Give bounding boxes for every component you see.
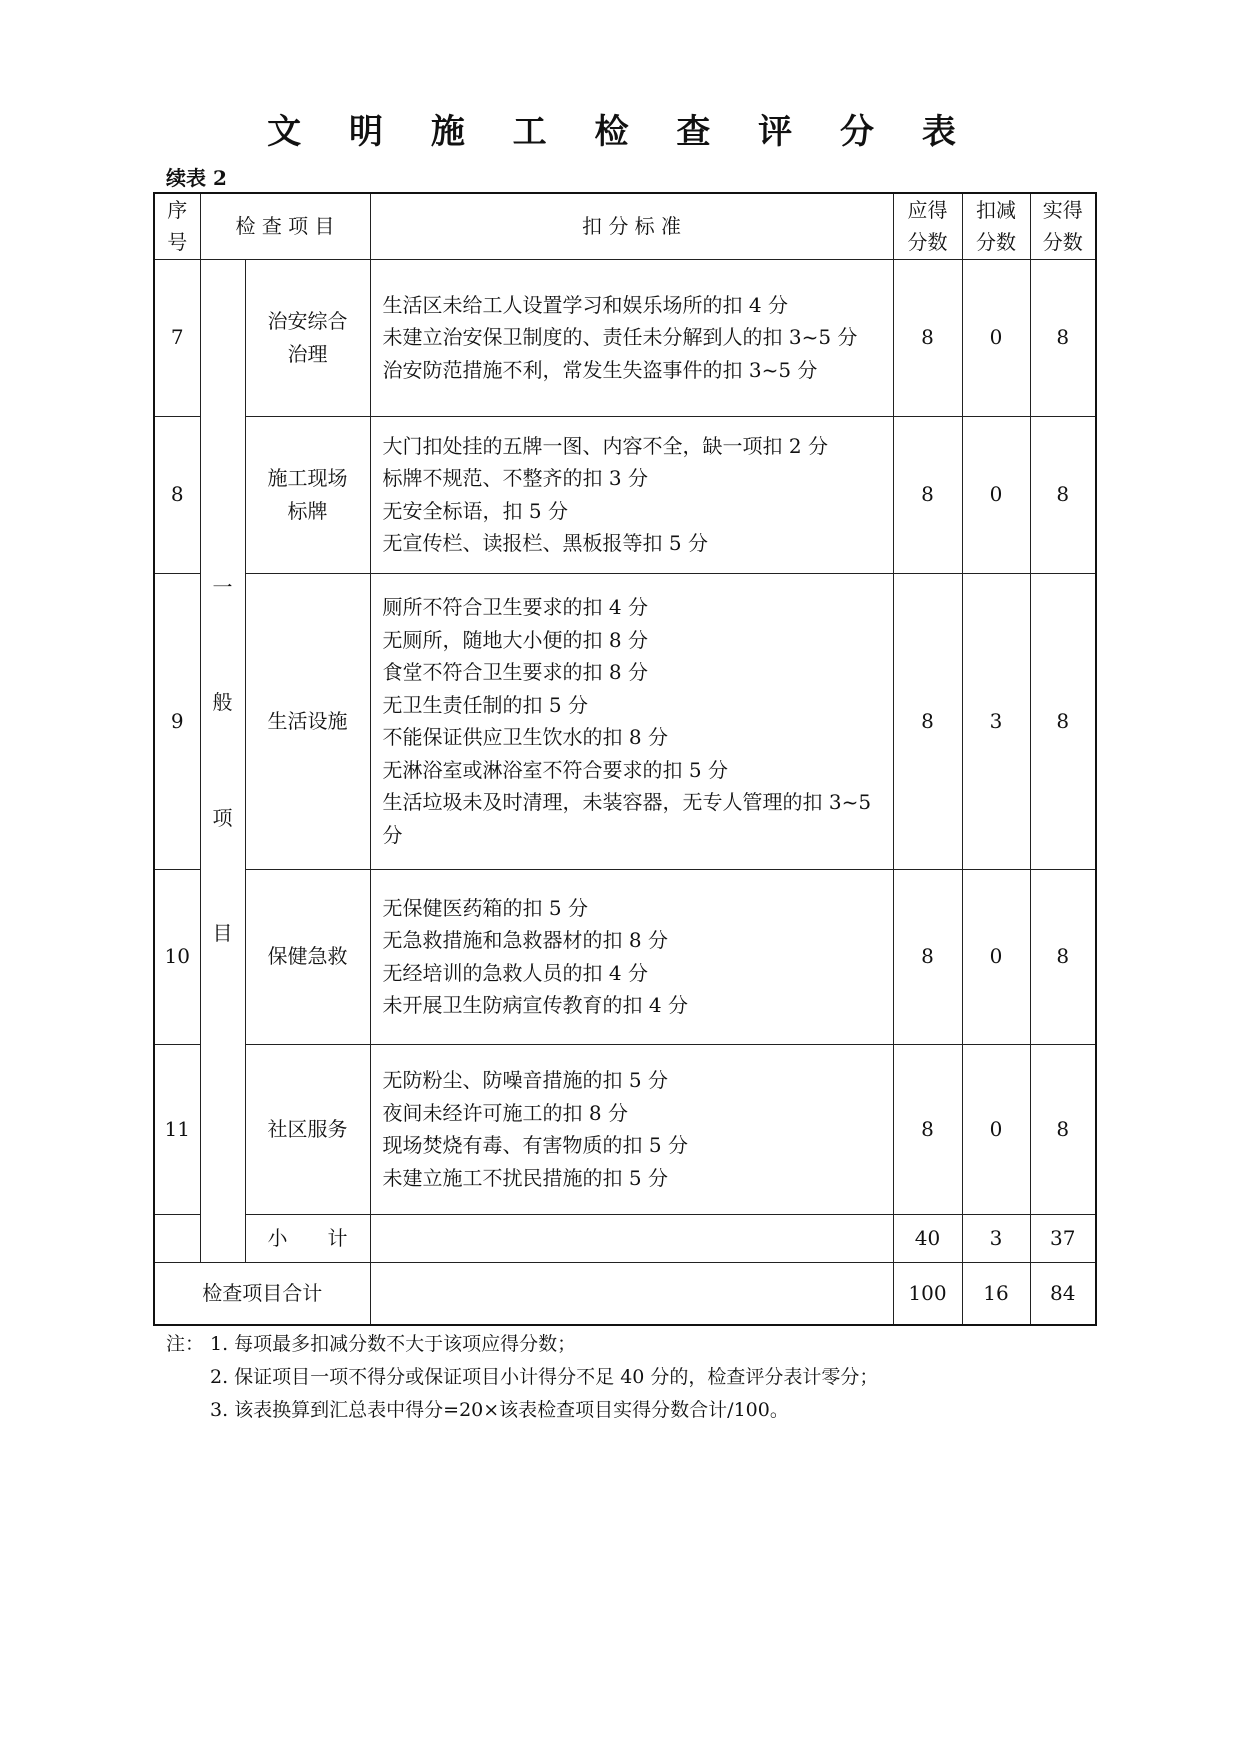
row-deduct: 0 <box>962 869 1030 1044</box>
table-subtitle: 续表 2 <box>166 166 227 190</box>
row-seq: 7 <box>154 259 200 416</box>
subtotal-seq <box>154 1214 200 1262</box>
page-title: 文 明 施 工 检 查 评 分 表 <box>267 112 974 152</box>
total-label: 检查项目合计 <box>154 1262 370 1325</box>
row-seq: 10 <box>154 869 200 1044</box>
note-item <box>166 1328 878 1361</box>
row-actual: 8 <box>1030 869 1096 1044</box>
row-deduct: 0 <box>962 259 1030 416</box>
subtotal-row <box>154 1214 1096 1262</box>
table-row <box>154 1044 1096 1214</box>
row-item: 保健急救 <box>245 869 370 1044</box>
subtotal-due: 40 <box>893 1214 962 1262</box>
note-prefix <box>166 1361 210 1394</box>
note-text: 1. 每项最多扣减分数不大于该项应得分数； <box>210 1333 577 1355</box>
row-due: 8 <box>893 416 962 573</box>
row-deduct: 3 <box>962 573 1030 869</box>
header-due: 应得分数 <box>893 193 962 259</box>
subtotal-criteria <box>370 1214 893 1262</box>
note-text: 2. 保证项目一项不得分或保证项目小计得分不足 40 分的，检查评分表计零分； <box>210 1366 879 1388</box>
row-actual: 8 <box>1030 416 1096 573</box>
row-deduct: 0 <box>962 1044 1030 1214</box>
row-item: 生活设施 <box>245 573 370 869</box>
header-item: 检 查 项 目 <box>200 193 370 259</box>
table-row <box>154 869 1096 1044</box>
note-item <box>166 1394 878 1427</box>
row-due: 8 <box>893 1044 962 1214</box>
row-criteria: 大门扣处挂的五牌一图、内容不全，缺一项扣 2 分 标牌不规范、不整齐的扣 3 分 无安全标语，扣 5 分 无宣传栏、读报栏、黑板报等扣 5 分 <box>370 416 893 573</box>
row-due: 8 <box>893 573 962 869</box>
row-seq: 9 <box>154 573 200 869</box>
row-item: 施工现场标牌 <box>245 416 370 573</box>
note-text: 3. 该表换算到汇总表中得分=20×该表检查项目实得分数合计/100。 <box>210 1399 789 1421</box>
notes <box>166 1328 878 1427</box>
row-deduct: 0 <box>962 416 1030 573</box>
table-row <box>154 573 1096 869</box>
row-criteria: 无保健医药箱的扣 5 分 无急救措施和急救器材的扣 8 分 无经培训的急救人员的扣 4 分 未开展卫生防病宣传教育的扣 4 分 <box>370 869 893 1044</box>
subtotal-deduct: 3 <box>962 1214 1030 1262</box>
header-criteria: 扣 分 标 准 <box>370 193 893 259</box>
row-seq: 11 <box>154 1044 200 1214</box>
note-item <box>166 1361 878 1394</box>
row-criteria: 厕所不符合卫生要求的扣 4 分 无厕所，随地大小便的扣 8 分 食堂不符合卫生要求的扣 8 分 无卫生责任制的扣 5 分 不能保证供应卫生饮水的扣 8 分 无淋浴室或淋浴室不符合要求的扣 5 分 生活垃圾未及时清理，未装容器，无专人管理的扣 3~5 分 <box>370 573 893 869</box>
header-actual: 实得分数 <box>1030 193 1096 259</box>
total-actual: 84 <box>1030 1262 1096 1325</box>
row-seq: 8 <box>154 416 200 573</box>
score-table <box>153 192 1097 1326</box>
note-prefix: 注： <box>166 1333 205 1355</box>
subtotal-actual: 37 <box>1030 1214 1096 1262</box>
row-actual: 8 <box>1030 1044 1096 1214</box>
total-deduct: 16 <box>962 1262 1030 1325</box>
category-label: 一 般 项 目 <box>212 574 233 946</box>
row-criteria: 生活区未给工人设置学习和娱乐场所的扣 4 分 未建立治安保卫制度的、责任未分解到人的扣 3~5 分 治安防范措施不利，常发生失盗事件的扣 3~5 分 <box>370 259 893 416</box>
category-cell <box>200 259 245 1262</box>
row-criteria: 无防粉尘、防噪音措施的扣 5 分 夜间未经许可施工的扣 8 分 现场焚烧有毒、有害物质的扣 5 分 未建立施工不扰民措施的扣 5 分 <box>370 1044 893 1214</box>
total-criteria <box>370 1262 893 1325</box>
note-prefix <box>166 1394 210 1427</box>
row-item: 治安综合治理 <box>245 259 370 416</box>
header-deduct: 扣减分数 <box>962 193 1030 259</box>
table-row <box>154 259 1096 416</box>
row-due: 8 <box>893 259 962 416</box>
total-due: 100 <box>893 1262 962 1325</box>
table-row <box>154 416 1096 573</box>
header-row <box>154 193 1096 259</box>
row-actual: 8 <box>1030 573 1096 869</box>
row-actual: 8 <box>1030 259 1096 416</box>
subtotal-label: 小 计 <box>245 1214 370 1262</box>
row-item: 社区服务 <box>245 1044 370 1214</box>
row-due: 8 <box>893 869 962 1044</box>
total-row <box>154 1262 1096 1325</box>
header-seq: 序号 <box>154 193 200 259</box>
